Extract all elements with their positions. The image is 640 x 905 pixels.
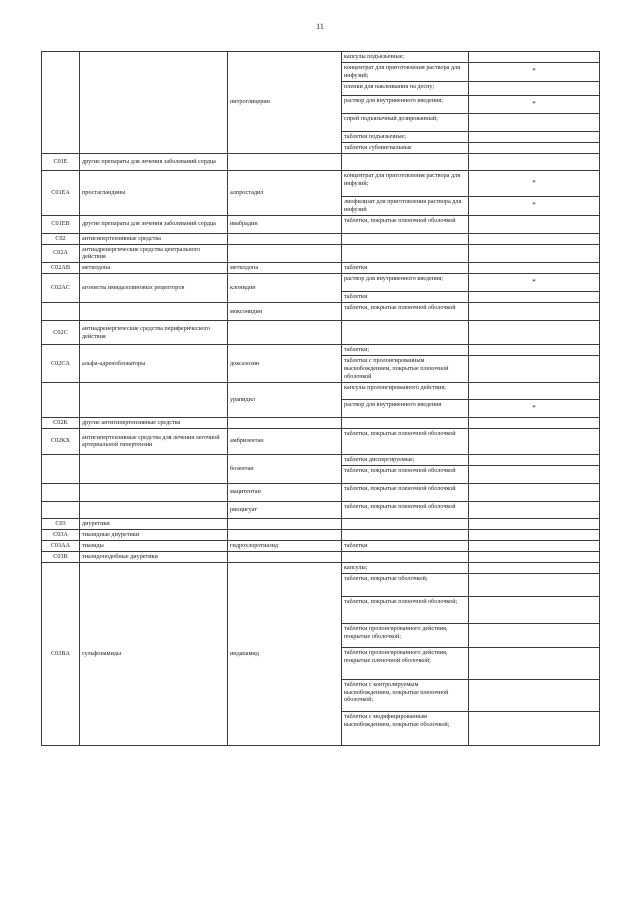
dosage-form-cell: раствор для внутривенного введения — [342, 400, 469, 418]
group-name-cell: другие антигипертензивные средства — [80, 418, 228, 429]
table-row — [42, 418, 600, 429]
drug-name-cell: метилдопа — [228, 263, 342, 274]
mark-cell — [469, 711, 600, 745]
mark-cell: * — [469, 95, 600, 113]
group-name-cell: тиазидоподобные диуретики — [80, 551, 228, 562]
mark-cell: * — [469, 196, 600, 215]
atc-code-cell: C01EA — [42, 170, 80, 215]
table-row — [42, 274, 600, 292]
group-name-cell — [80, 454, 228, 483]
table-row — [42, 52, 600, 63]
table-row — [42, 170, 600, 196]
atc-code-cell: C03 — [42, 518, 80, 529]
dosage-form-cell: таблетки, покрытые пленочной оболочкой — [342, 483, 469, 501]
atc-code-cell — [42, 52, 80, 154]
drug-name-cell: индапамид — [228, 562, 342, 745]
dosage-form-cell: таблетки, покрытые пленочной оболочкой — [342, 215, 469, 233]
group-name-cell: антигипертензивные средства для лечения легочной артериальной гипертензии — [80, 428, 228, 454]
drug-name-cell — [228, 321, 342, 345]
dosage-form-cell: таблетки, покрытые пленочной оболочкой; — [342, 596, 469, 623]
atc-code-cell — [42, 501, 80, 518]
mark-cell — [469, 501, 600, 518]
drug-name-cell — [228, 551, 342, 562]
table-row — [42, 551, 600, 562]
mark-cell — [469, 529, 600, 540]
mark-cell — [469, 596, 600, 623]
atc-code-cell: C03BA — [42, 562, 80, 745]
dosage-form-cell: таблетки — [342, 292, 469, 303]
table-row — [42, 233, 600, 244]
mark-cell — [469, 52, 600, 63]
table-row — [42, 303, 600, 321]
dosage-form-cell: таблетки, покрытые пленочной оболочкой — [342, 428, 469, 454]
dosage-form-cell: таблетки с модифицированным высвобождением, покрытые оболочкой; — [342, 711, 469, 745]
mark-cell — [469, 113, 600, 131]
mark-cell — [469, 465, 600, 483]
drug-name-cell: ивабрадин — [228, 215, 342, 233]
drug-name-cell — [228, 233, 342, 244]
group-name-cell: другие препараты для лечения заболеваний сердца — [80, 153, 228, 170]
atc-code-cell — [42, 454, 80, 483]
dosage-form-cell: таблетки с контролируемым высвобождением, покрытые пленочной оболочкой; — [342, 679, 469, 711]
atc-code-cell: C02AC — [42, 274, 80, 303]
table-row — [42, 483, 600, 501]
drug-name-cell: доксазозин — [228, 345, 342, 383]
mark-cell — [469, 131, 600, 142]
table-row — [42, 321, 600, 345]
drug-name-cell — [228, 518, 342, 529]
mark-cell — [469, 428, 600, 454]
mark-cell — [469, 573, 600, 596]
group-name-cell: диуретики — [80, 518, 228, 529]
group-name-cell: антиадренергические средства периферического действия — [80, 321, 228, 345]
mark-cell: * — [469, 400, 600, 418]
mark-cell — [469, 215, 600, 233]
group-name-cell: антигипертензивные средства — [80, 233, 228, 244]
drug-name-cell — [228, 153, 342, 170]
atc-code-cell — [42, 483, 80, 501]
mark-cell — [469, 292, 600, 303]
drug-name-cell: мацитентан — [228, 483, 342, 501]
group-name-cell: альфа-адреноблокаторы — [80, 345, 228, 383]
group-name-cell: другие препараты для лечения заболеваний сердца — [80, 215, 228, 233]
mark-cell — [469, 562, 600, 573]
group-name-cell — [80, 52, 228, 154]
dosage-form-cell — [342, 153, 469, 170]
group-name-cell — [80, 483, 228, 501]
dosage-form-cell: концентрат для приготовления раствора для инфузий; — [342, 170, 469, 196]
mark-cell — [469, 383, 600, 400]
group-name-cell — [80, 501, 228, 518]
mark-cell — [469, 679, 600, 711]
dosage-form-cell: раствор для внутривенного введения; — [342, 95, 469, 113]
dosage-form-cell: капсулы; — [342, 562, 469, 573]
atc-code-cell: C01EB — [42, 215, 80, 233]
dosage-form-cell: раствор для внутривенного введения; — [342, 274, 469, 292]
table-row — [42, 501, 600, 518]
group-name-cell: агонисты имидазолиновых рецепторов — [80, 274, 228, 303]
table-row — [42, 215, 600, 233]
dosage-form-cell: таблетки — [342, 540, 469, 551]
dosage-form-cell — [342, 529, 469, 540]
atc-code-cell: C02AB — [42, 263, 80, 274]
group-name-cell — [80, 303, 228, 321]
mark-cell — [469, 518, 600, 529]
atc-code-cell: C02 — [42, 233, 80, 244]
dosage-form-cell: таблетки, покрытые пленочной оболочкой — [342, 465, 469, 483]
atc-code-cell: C03B — [42, 551, 80, 562]
mark-cell — [469, 356, 600, 383]
drug-list-table — [41, 51, 600, 746]
mark-cell — [469, 454, 600, 465]
mark-cell — [469, 233, 600, 244]
atc-code-cell — [42, 383, 80, 418]
dosage-form-cell — [342, 233, 469, 244]
mark-cell — [469, 551, 600, 562]
dosage-form-cell: таблетки, покрытые оболочкой; — [342, 573, 469, 596]
atc-code-cell: C03AA — [42, 540, 80, 551]
drug-name-cell: амбризентан — [228, 428, 342, 454]
mark-cell: * — [469, 274, 600, 292]
drug-name-cell: гидрохлоротиазид — [228, 540, 342, 551]
mark-cell — [469, 647, 600, 679]
mark-cell: * — [469, 170, 600, 196]
table-row — [42, 244, 600, 263]
dosage-form-cell: таблетки; — [342, 345, 469, 356]
dosage-form-cell — [342, 418, 469, 429]
group-name-cell: тиазидные диуретики — [80, 529, 228, 540]
mark-cell — [469, 418, 600, 429]
dosage-form-cell: лиофилизат для приготовления раствора для инфузий — [342, 196, 469, 215]
mark-cell — [469, 81, 600, 95]
atc-code-cell: C02KX — [42, 428, 80, 454]
atc-code-cell: C02C — [42, 321, 80, 345]
dosage-form-cell: пленки для наклеивания на десну; — [342, 81, 469, 95]
atc-code-cell: C02A — [42, 244, 80, 263]
mark-cell — [469, 321, 600, 345]
mark-cell — [469, 303, 600, 321]
table-row — [42, 153, 600, 170]
dosage-form-cell — [342, 321, 469, 345]
drug-name-cell — [228, 244, 342, 263]
page-number: 11 — [316, 22, 324, 31]
dosage-form-cell: таблетки пролонгированного действия, покрытые оболочкой; — [342, 623, 469, 647]
table-row — [42, 518, 600, 529]
table-row — [42, 428, 600, 454]
dosage-form-cell: капсулы подъязычные; — [342, 52, 469, 63]
mark-cell — [469, 345, 600, 356]
group-name-cell: антиадренергические средства центрального действия — [80, 244, 228, 263]
drug-name-cell: нитроглицерин — [228, 52, 342, 154]
dosage-form-cell — [342, 244, 469, 263]
group-name-cell: простагландины — [80, 170, 228, 215]
dosage-form-cell: таблетки с пролонгированным высвобождением, покрытые пленочной оболочкой — [342, 356, 469, 383]
mark-cell — [469, 263, 600, 274]
dosage-form-cell: концентрат для приготовления раствора для инфузий; — [342, 62, 469, 81]
table-row — [42, 540, 600, 551]
drug-name-cell: бозентан — [228, 454, 342, 483]
drug-name-cell — [228, 418, 342, 429]
mark-cell — [469, 623, 600, 647]
table-row — [42, 383, 600, 400]
mark-cell: * — [469, 62, 600, 81]
atc-code-cell: C02CA — [42, 345, 80, 383]
dosage-form-cell — [342, 551, 469, 562]
mark-cell — [469, 483, 600, 501]
group-name-cell: сульфонамиды — [80, 562, 228, 745]
dosage-form-cell: таблетки, покрытые пленочной оболочкой — [342, 303, 469, 321]
dosage-form-cell: таблетки сублингвальные — [342, 142, 469, 153]
table-row — [42, 263, 600, 274]
table-row — [42, 345, 600, 356]
drug-name-cell: моксонидин — [228, 303, 342, 321]
table-row — [42, 454, 600, 465]
table-row — [42, 562, 600, 573]
mark-cell — [469, 244, 600, 263]
group-name-cell: тиазиды — [80, 540, 228, 551]
dosage-form-cell: таблетки пролонгированного действия, покрытые пленочной оболочкой; — [342, 647, 469, 679]
mark-cell — [469, 153, 600, 170]
dosage-form-cell: таблетки диспергируемые; — [342, 454, 469, 465]
dosage-form-cell: спрей подъязычный дозированный; — [342, 113, 469, 131]
drug-name-cell: риоцигуат — [228, 501, 342, 518]
dosage-form-cell: таблетки — [342, 263, 469, 274]
dosage-form-cell — [342, 518, 469, 529]
atc-code-cell — [42, 303, 80, 321]
group-name-cell — [80, 383, 228, 418]
group-name-cell: метилдопа — [80, 263, 228, 274]
drug-name-cell — [228, 529, 342, 540]
drug-name-cell: алпростадил — [228, 170, 342, 215]
drug-name-cell: урапидил — [228, 383, 342, 418]
drug-list-body — [42, 52, 600, 746]
drug-name-cell: клонидин — [228, 274, 342, 303]
mark-cell — [469, 540, 600, 551]
dosage-form-cell: таблетки подъязычные; — [342, 131, 469, 142]
table-row — [42, 529, 600, 540]
drug-list-table-container — [41, 51, 599, 746]
dosage-form-cell: таблетки, покрытые пленочной оболочкой — [342, 501, 469, 518]
atc-code-cell: C01E — [42, 153, 80, 170]
atc-code-cell: C02K — [42, 418, 80, 429]
dosage-form-cell: капсулы пролонгированного действия; — [342, 383, 469, 400]
atc-code-cell: C03A — [42, 529, 80, 540]
mark-cell — [469, 142, 600, 153]
